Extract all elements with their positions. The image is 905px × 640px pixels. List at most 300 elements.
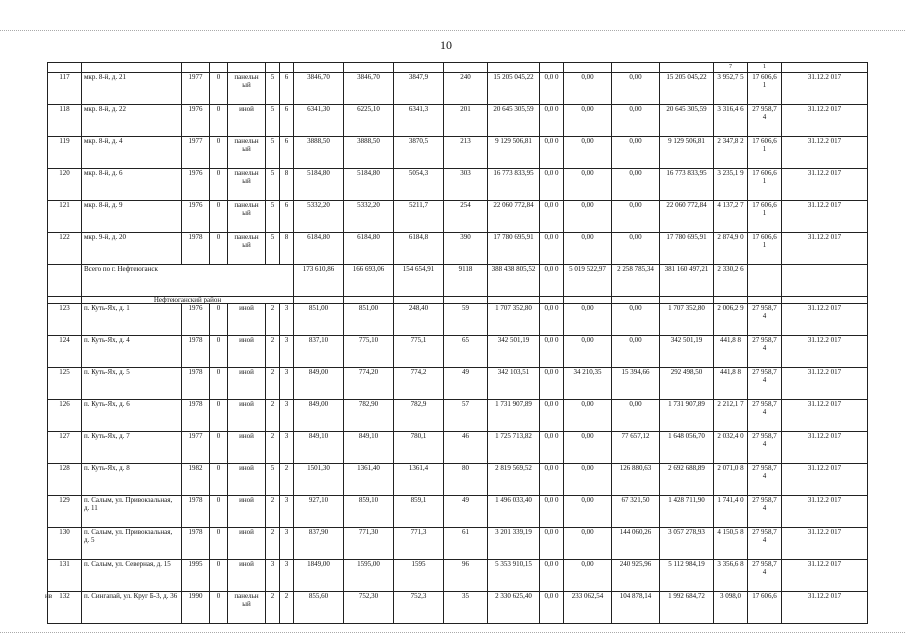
area-total-cell: 6341,30 <box>294 105 344 137</box>
floors-cell: 2 <box>266 368 280 400</box>
area-other-cell: 6341,3 <box>394 105 444 137</box>
row-number-cell: 132 <box>48 592 82 624</box>
residents-cell: 65 <box>444 336 488 368</box>
floors-cell: 2 <box>266 304 280 336</box>
cost-2-cell: 0,00 <box>564 496 612 528</box>
cost-cell: 20 645 305,59 <box>488 105 540 137</box>
zero-flag-cell: 0 <box>210 528 228 560</box>
cost-4-cell: 1 707 352,80 <box>660 304 714 336</box>
residents-cell: 240 <box>444 73 488 105</box>
zero-flag-cell: 0 <box>210 137 228 169</box>
cost-2-cell: 0,00 <box>564 201 612 233</box>
zero-flag-cell: 0 <box>210 233 228 265</box>
floors-cell: 2 <box>266 496 280 528</box>
row-number-cell: 117 <box>48 73 82 105</box>
cost-5-cell: 2 347,8 2 <box>714 137 748 169</box>
area-total-cell: 849,00 <box>294 400 344 432</box>
year-built-cell: 1978 <box>182 233 210 265</box>
area-other-cell: 771,3 <box>394 528 444 560</box>
zero-flag-cell: 0 <box>210 304 228 336</box>
cost-cell: 22 060 772,84 <box>488 201 540 233</box>
completion-date-cell: 31.12.2 017 <box>782 464 868 496</box>
cost-cell: 1 731 907,89 <box>488 400 540 432</box>
residents-cell: 46 <box>444 432 488 464</box>
area-total-cell: 5332,20 <box>294 201 344 233</box>
total-c3: 2 258 785,34 <box>612 265 660 297</box>
cost-cell: 1 707 352,80 <box>488 304 540 336</box>
cost-3-cell: 77 657,12 <box>612 432 660 464</box>
wall-type-cell: иной <box>228 464 266 496</box>
wall-type-cell: панельн ый <box>228 233 266 265</box>
total-residents: 9118 <box>444 265 488 297</box>
cost-6-cell: 17 606,6 1 <box>748 169 782 201</box>
cost-4-cell: 9 129 506,81 <box>660 137 714 169</box>
floors-cell: 2 <box>266 528 280 560</box>
cost-5-cell: 441,8 8 <box>714 368 748 400</box>
cost-1-cell: 0,0 0 <box>540 73 564 105</box>
floors-cell: 2 <box>266 400 280 432</box>
zero-flag-cell: 0 <box>210 400 228 432</box>
cost-3-cell: 0,00 <box>612 233 660 265</box>
cost-5-cell: 2 212,1 7 <box>714 400 748 432</box>
footer-mark: нв <box>45 592 53 600</box>
cost-1-cell: 0,0 0 <box>540 560 564 592</box>
cost-4-cell: 1 648 056,70 <box>660 432 714 464</box>
residents-cell: 201 <box>444 105 488 137</box>
area-living-cell: 849,10 <box>344 432 394 464</box>
cost-6-cell: 27 958,7 4 <box>748 368 782 400</box>
total-area-3: 154 654,91 <box>394 265 444 297</box>
cost-6-cell: 17 606,6 1 <box>748 201 782 233</box>
entrances-cell: 8 <box>280 233 294 265</box>
cost-6-cell: 27 958,7 4 <box>748 304 782 336</box>
wall-type-cell: панельн ый <box>228 137 266 169</box>
area-other-cell: 782,9 <box>394 400 444 432</box>
cost-4-cell: 15 205 045,22 <box>660 73 714 105</box>
area-other-cell: 774,2 <box>394 368 444 400</box>
cost-1-cell: 0,0 0 <box>540 169 564 201</box>
cost-5-cell: 1 741,4 0 <box>714 496 748 528</box>
cost-cell: 17 780 695,91 <box>488 233 540 265</box>
row-number-cell: 119 <box>48 137 82 169</box>
area-living-cell: 1595,00 <box>344 560 394 592</box>
total-row <box>48 265 868 297</box>
area-other-cell: 1595 <box>394 560 444 592</box>
wall-type-cell: панельн ый <box>228 201 266 233</box>
row-number-cell: 122 <box>48 233 82 265</box>
cost-6-cell: 27 958,7 4 <box>748 432 782 464</box>
cost-cell: 5 353 910,15 <box>488 560 540 592</box>
completion-date-cell: 31.12.2 017 <box>782 304 868 336</box>
cost-1-cell: 0,0 0 <box>540 105 564 137</box>
address-cell: п. Куть-Ях, д. 4 <box>82 336 182 368</box>
cost-2-cell: 0,00 <box>564 105 612 137</box>
cost-3-cell: 0,00 <box>612 304 660 336</box>
total-area-1: 173 610,86 <box>294 265 344 297</box>
floors-cell: 2 <box>266 592 280 624</box>
zero-flag-cell: 0 <box>210 464 228 496</box>
district-label: Нефтеюганский район <box>82 297 294 304</box>
cost-6-cell: 27 958,7 4 <box>748 400 782 432</box>
area-living-cell: 3846,70 <box>344 73 394 105</box>
residents-cell: 35 <box>444 592 488 624</box>
address-cell: п. Куть-Ях, д. 6 <box>82 400 182 432</box>
cost-cell: 342 501,19 <box>488 336 540 368</box>
cost-3-cell: 240 925,96 <box>612 560 660 592</box>
wall-type-cell: иной <box>228 432 266 464</box>
entrances-cell: 6 <box>280 73 294 105</box>
fragment-cell: 1 <box>748 63 782 73</box>
wall-type-cell: иной <box>228 528 266 560</box>
cost-4-cell: 292 498,50 <box>660 368 714 400</box>
table-row <box>48 464 868 496</box>
cost-cell: 3 201 339,19 <box>488 528 540 560</box>
zero-flag-cell: 0 <box>210 432 228 464</box>
table-row <box>48 496 868 528</box>
address-cell: п. Салым, ул. Привокзальная, д. 11 <box>82 496 182 528</box>
cost-cell: 1 725 713,82 <box>488 432 540 464</box>
total-label: Всего по г. Нефтеюганск <box>82 265 294 297</box>
residents-cell: 390 <box>444 233 488 265</box>
cost-1-cell: 0,0 0 <box>540 400 564 432</box>
address-cell: п. Салым, ул. Привокзальная, д. 5 <box>82 528 182 560</box>
table-row <box>48 368 868 400</box>
floors-cell: 5 <box>266 201 280 233</box>
floors-cell: 5 <box>266 137 280 169</box>
total-cost: 388 438 805,52 <box>488 265 540 297</box>
cost-5-cell: 441,8 8 <box>714 336 748 368</box>
cost-3-cell: 126 880,63 <box>612 464 660 496</box>
table-row <box>48 105 868 137</box>
cost-3-cell: 104 878,14 <box>612 592 660 624</box>
address-cell: п. Куть-Ях, д. 1 <box>82 304 182 336</box>
residents-cell: 49 <box>444 496 488 528</box>
year-built-cell: 1995 <box>182 560 210 592</box>
cost-5-cell: 2 071,0 8 <box>714 464 748 496</box>
cost-3-cell: 0,00 <box>612 73 660 105</box>
cost-1-cell: 0,0 0 <box>540 592 564 624</box>
row-number-cell: 121 <box>48 201 82 233</box>
row-number-cell: 131 <box>48 560 82 592</box>
district-row <box>48 297 868 304</box>
address-cell: п. Куть-Ях, д. 8 <box>82 464 182 496</box>
row-number-cell: 125 <box>48 368 82 400</box>
cost-6-cell: 17 606,6 1 <box>748 73 782 105</box>
table-row <box>48 201 868 233</box>
table-row <box>48 432 868 464</box>
wall-type-cell: панельн ый <box>228 592 266 624</box>
entrances-cell: 3 <box>280 560 294 592</box>
area-other-cell: 752,3 <box>394 592 444 624</box>
residents-cell: 303 <box>444 169 488 201</box>
cost-6-cell: 17 606,6 1 <box>748 137 782 169</box>
cost-3-cell: 0,00 <box>612 105 660 137</box>
residents-cell: 49 <box>444 368 488 400</box>
entrances-cell: 6 <box>280 201 294 233</box>
year-built-cell: 1978 <box>182 528 210 560</box>
cost-5-cell: 2 006,2 9 <box>714 304 748 336</box>
area-other-cell: 5211,7 <box>394 201 444 233</box>
completion-date-cell: 31.12.2 017 <box>782 73 868 105</box>
row-number-cell: 118 <box>48 105 82 137</box>
address-cell: п. Салым, ул. Северная, д. 15 <box>82 560 182 592</box>
total-area-2: 166 693,06 <box>344 265 394 297</box>
cost-cell: 9 129 506,81 <box>488 137 540 169</box>
row-number-cell: 127 <box>48 432 82 464</box>
completion-date-cell: 31.12.2 017 <box>782 169 868 201</box>
completion-date-cell: 31.12.2 017 <box>782 137 868 169</box>
wall-type-cell: иной <box>228 336 266 368</box>
year-built-cell: 1977 <box>182 137 210 169</box>
area-total-cell: 3888,50 <box>294 137 344 169</box>
entrances-cell: 3 <box>280 432 294 464</box>
completion-date-cell: 31.12.2 017 <box>782 432 868 464</box>
cost-6-cell: 27 958,7 4 <box>748 105 782 137</box>
year-built-cell: 1982 <box>182 464 210 496</box>
year-built-cell: 1977 <box>182 73 210 105</box>
residents-cell: 61 <box>444 528 488 560</box>
year-built-cell: 1976 <box>182 201 210 233</box>
cost-3-cell: 0,00 <box>612 400 660 432</box>
scan-edge-bottom <box>0 632 905 633</box>
area-living-cell: 851,00 <box>344 304 394 336</box>
area-other-cell: 3870,5 <box>394 137 444 169</box>
cost-cell: 16 773 833,95 <box>488 169 540 201</box>
year-built-cell: 1978 <box>182 400 210 432</box>
entrances-cell: 2 <box>280 464 294 496</box>
cost-6-cell: 17 606,6 <box>748 592 782 624</box>
table-row <box>48 73 868 105</box>
area-living-cell: 775,10 <box>344 336 394 368</box>
zero-flag-cell: 0 <box>210 201 228 233</box>
cost-cell: 2 819 569,52 <box>488 464 540 496</box>
row-number-cell: 123 <box>48 304 82 336</box>
address-cell: мкр. 8-й, д. 9 <box>82 201 182 233</box>
wall-type-cell: панельн ый <box>228 169 266 201</box>
table-row <box>48 137 868 169</box>
row-number-cell: 126 <box>48 400 82 432</box>
cost-4-cell: 342 501,19 <box>660 336 714 368</box>
scan-edge-top <box>0 30 905 31</box>
area-total-cell: 855,60 <box>294 592 344 624</box>
address-cell: мкр. 8-й, д. 22 <box>82 105 182 137</box>
total-c5: 2 330,2 6 <box>714 265 748 297</box>
zero-flag-cell: 0 <box>210 560 228 592</box>
wall-type-cell: иной <box>228 105 266 137</box>
area-living-cell: 774,20 <box>344 368 394 400</box>
area-total-cell: 927,10 <box>294 496 344 528</box>
cost-cell: 1 496 033,40 <box>488 496 540 528</box>
cost-2-cell: 0,00 <box>564 233 612 265</box>
area-other-cell: 859,1 <box>394 496 444 528</box>
year-built-cell: 1976 <box>182 169 210 201</box>
cost-1-cell: 0,0 0 <box>540 432 564 464</box>
row-number-cell: 128 <box>48 464 82 496</box>
area-other-cell: 1361,4 <box>394 464 444 496</box>
entrances-cell: 2 <box>280 592 294 624</box>
cost-6-cell: 27 958,7 4 <box>748 560 782 592</box>
cost-4-cell: 20 645 305,59 <box>660 105 714 137</box>
table-row <box>48 169 868 201</box>
cost-2-cell: 0,00 <box>564 336 612 368</box>
zero-flag-cell: 0 <box>210 105 228 137</box>
area-total-cell: 5184,80 <box>294 169 344 201</box>
cost-4-cell: 22 060 772,84 <box>660 201 714 233</box>
year-built-cell: 1978 <box>182 368 210 400</box>
cost-4-cell: 5 112 984,19 <box>660 560 714 592</box>
floors-cell: 2 <box>266 336 280 368</box>
area-total-cell: 3846,70 <box>294 73 344 105</box>
completion-date-cell: 31.12.2 017 <box>782 368 868 400</box>
cost-4-cell: 16 773 833,95 <box>660 169 714 201</box>
floors-cell: 2 <box>266 432 280 464</box>
wall-type-cell: иной <box>228 496 266 528</box>
row-number-cell: 129 <box>48 496 82 528</box>
table-row <box>48 592 868 624</box>
completion-date-cell: 31.12.2 017 <box>782 201 868 233</box>
cost-5-cell: 2 032,4 0 <box>714 432 748 464</box>
address-cell: п. Куть-Ях, д. 7 <box>82 432 182 464</box>
total-c4: 381 160 497,21 <box>660 265 714 297</box>
entrances-cell: 3 <box>280 304 294 336</box>
area-total-cell: 1849,00 <box>294 560 344 592</box>
year-built-cell: 1976 <box>182 304 210 336</box>
row-number-cell: 124 <box>48 336 82 368</box>
cost-2-cell: 0,00 <box>564 560 612 592</box>
cost-2-cell: 0,00 <box>564 73 612 105</box>
area-living-cell: 5332,20 <box>344 201 394 233</box>
cost-5-cell: 3 356,6 8 <box>714 560 748 592</box>
area-other-cell: 780,1 <box>394 432 444 464</box>
row-number-cell: 120 <box>48 169 82 201</box>
year-built-cell: 1990 <box>182 592 210 624</box>
area-total-cell: 851,00 <box>294 304 344 336</box>
completion-date-cell: 31.12.2 017 <box>782 233 868 265</box>
floors-cell: 5 <box>266 105 280 137</box>
area-living-cell: 859,10 <box>344 496 394 528</box>
cost-1-cell: 0,0 0 <box>540 464 564 496</box>
cost-5-cell: 3 098,0 <box>714 592 748 624</box>
cost-1-cell: 0,0 0 <box>540 304 564 336</box>
year-built-cell: 1977 <box>182 432 210 464</box>
cost-1-cell: 0,0 0 <box>540 336 564 368</box>
residents-cell: 213 <box>444 137 488 169</box>
cost-6-cell: 27 958,7 4 <box>748 464 782 496</box>
floors-cell: 5 <box>266 464 280 496</box>
cost-2-cell: 0,00 <box>564 400 612 432</box>
floors-cell: 5 <box>266 73 280 105</box>
cost-3-cell: 144 060,26 <box>612 528 660 560</box>
area-total-cell: 837,10 <box>294 336 344 368</box>
residents-cell: 96 <box>444 560 488 592</box>
zero-flag-cell: 0 <box>210 169 228 201</box>
table-row <box>48 304 868 336</box>
area-living-cell: 752,30 <box>344 592 394 624</box>
completion-date-cell: 31.12.2 017 <box>782 592 868 624</box>
area-total-cell: 849,00 <box>294 368 344 400</box>
cost-3-cell: 67 321,50 <box>612 496 660 528</box>
cost-cell: 15 205 045,22 <box>488 73 540 105</box>
table-row <box>48 528 868 560</box>
cost-3-cell: 0,00 <box>612 336 660 368</box>
residents-cell: 59 <box>444 304 488 336</box>
entrances-cell: 3 <box>280 368 294 400</box>
entrances-cell: 6 <box>280 137 294 169</box>
area-other-cell: 248,40 <box>394 304 444 336</box>
cost-4-cell: 17 780 695,91 <box>660 233 714 265</box>
wall-type-cell: иной <box>228 304 266 336</box>
completion-date-cell: 31.12.2 017 <box>782 496 868 528</box>
cost-3-cell: 0,00 <box>612 169 660 201</box>
cost-1-cell: 0,0 0 <box>540 233 564 265</box>
completion-date-cell: 31.12.2 017 <box>782 105 868 137</box>
page-number: 10 <box>440 38 452 52</box>
entrances-cell: 3 <box>280 400 294 432</box>
cost-2-cell: 0,00 <box>564 137 612 169</box>
cost-6-cell: 27 958,7 4 <box>748 528 782 560</box>
cost-4-cell: 1 992 684,72 <box>660 592 714 624</box>
area-living-cell: 771,30 <box>344 528 394 560</box>
cost-cell: 342 103,51 <box>488 368 540 400</box>
year-built-cell: 1976 <box>182 105 210 137</box>
table-row <box>48 560 868 592</box>
cost-1-cell: 0,0 0 <box>540 496 564 528</box>
area-total-cell: 849,10 <box>294 432 344 464</box>
zero-flag-cell: 0 <box>210 368 228 400</box>
cost-1-cell: 0,0 0 <box>540 528 564 560</box>
cost-2-cell: 0,00 <box>564 432 612 464</box>
row-number-cell: 130 <box>48 528 82 560</box>
address-cell: п. Куть-Ях, д. 5 <box>82 368 182 400</box>
cost-2-cell: 0,00 <box>564 304 612 336</box>
cost-2-cell: 0,00 <box>564 464 612 496</box>
area-total-cell: 1501,30 <box>294 464 344 496</box>
table-row <box>48 233 868 265</box>
table-row <box>48 336 868 368</box>
wall-type-cell: иной <box>228 560 266 592</box>
area-other-cell: 6184,8 <box>394 233 444 265</box>
residents-cell: 57 <box>444 400 488 432</box>
address-cell: мкр. 8-й, д. 4 <box>82 137 182 169</box>
cost-4-cell: 1 731 907,89 <box>660 400 714 432</box>
cost-6-cell: 27 958,7 4 <box>748 336 782 368</box>
cost-cell: 2 330 625,40 <box>488 592 540 624</box>
entrances-cell: 6 <box>280 105 294 137</box>
floors-cell: 5 <box>266 169 280 201</box>
area-other-cell: 3847,9 <box>394 73 444 105</box>
entrances-cell: 3 <box>280 496 294 528</box>
fragment-cell: 7 <box>714 63 748 73</box>
residents-cell: 254 <box>444 201 488 233</box>
wall-type-cell: иной <box>228 400 266 432</box>
cost-3-cell: 15 394,66 <box>612 368 660 400</box>
cost-4-cell: 1 428 711,90 <box>660 496 714 528</box>
residents-cell: 80 <box>444 464 488 496</box>
table-row <box>48 400 868 432</box>
area-living-cell: 6225,10 <box>344 105 394 137</box>
zero-flag-cell: 0 <box>210 73 228 105</box>
area-total-cell: 6184,80 <box>294 233 344 265</box>
year-built-cell: 1978 <box>182 496 210 528</box>
entrances-cell: 3 <box>280 528 294 560</box>
floors-cell: 3 <box>266 560 280 592</box>
cost-2-cell: 0,00 <box>564 528 612 560</box>
cost-5-cell: 3 316,4 6 <box>714 105 748 137</box>
cost-1-cell: 0,0 0 <box>540 137 564 169</box>
cost-1-cell: 0,0 0 <box>540 368 564 400</box>
cost-1-cell: 0,0 0 <box>540 201 564 233</box>
cost-2-cell: 34 210,35 <box>564 368 612 400</box>
